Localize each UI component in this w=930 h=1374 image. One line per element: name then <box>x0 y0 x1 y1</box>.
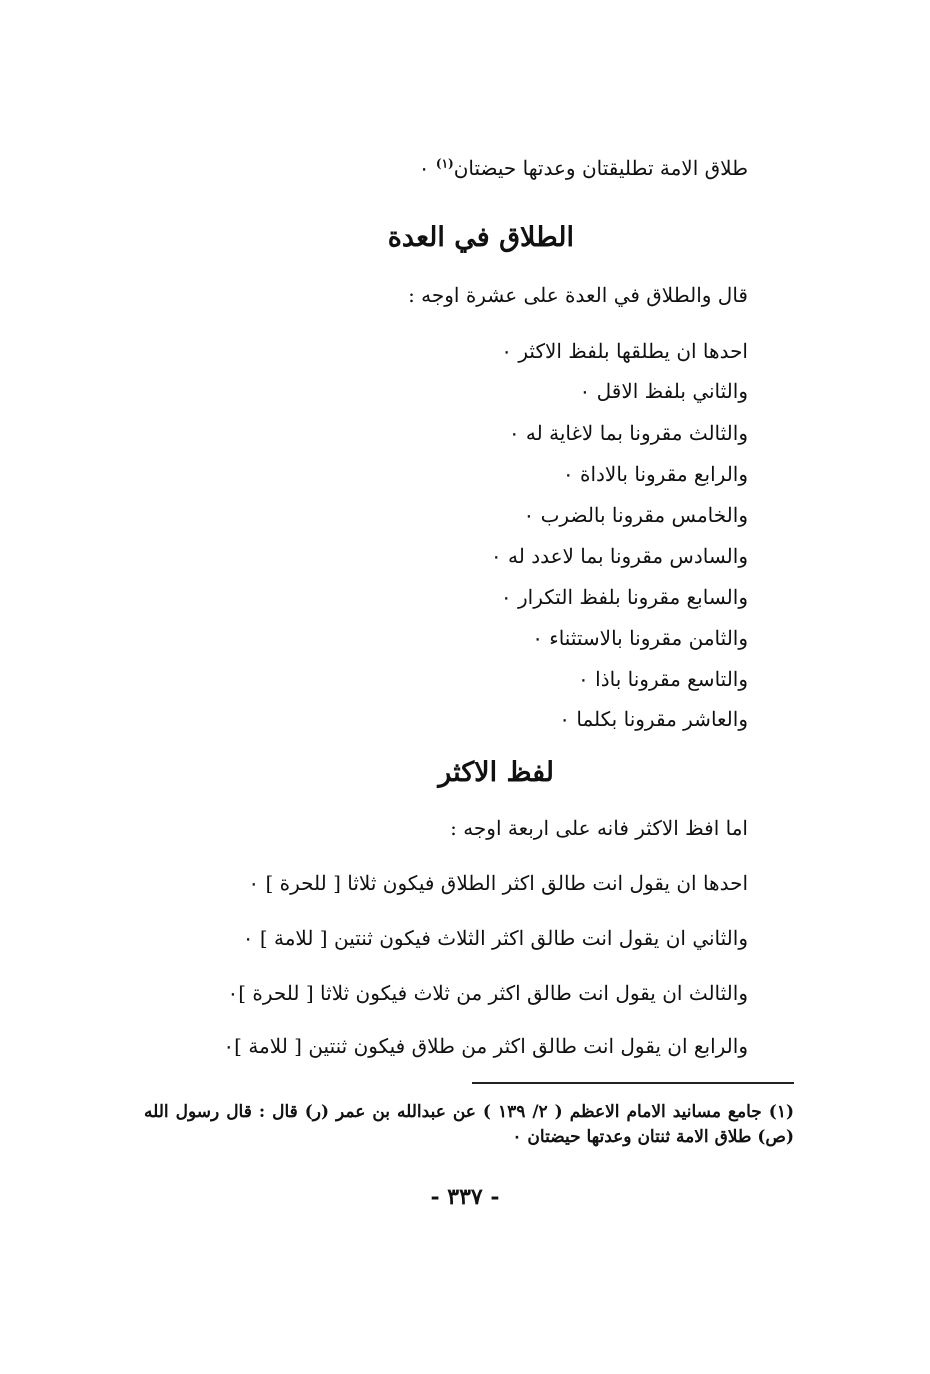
top-line-end: ٠ <box>418 156 436 180</box>
section2-item-2: والثاني ان يقول انت طالق اكثر الثلاث فيكون ثنتين [ للامة ] ٠ <box>242 926 748 950</box>
section1-item-9: والتاسع مقرونا باذا ٠ <box>578 667 748 691</box>
section1-item-5: والخامس مقرونا بالضرب ٠ <box>523 503 748 527</box>
footnote-divider <box>472 1082 794 1084</box>
section1-item-7: والسابع مقرونا بلفظ التكرار ٠ <box>500 585 748 609</box>
footnote: (١) جامع مسانيد الامام الاعظم ( ٢/ ١٣٩ ) عن عبدالله بن عمر (ر) قال : قال رسول الله (ص) طلاق الامة ثنتان وعدتها حيضتان ٠ <box>144 1102 794 1147</box>
page-number: - ٣٣٧ - <box>430 1184 500 1210</box>
section1-item-8: والثامن مقرونا بالاستثناء ٠ <box>532 626 748 650</box>
section-heading-lafz-al-akthar: لفظ الاكثر <box>438 757 554 788</box>
footnote-ref[interactable]: (١) <box>435 156 454 171</box>
section1-item-4: والرابع مقرونا بالاداة ٠ <box>562 462 748 486</box>
section2-intro: اما افظ الاكثر فانه على اربعة اوجه : <box>450 816 748 840</box>
section1-item-6: والسادس مقرونا بما لاعدد له ٠ <box>490 544 748 568</box>
top-line-text: طلاق الامة تطليقتان وعدتها حيضتان <box>453 156 748 180</box>
section1-item-1: احدها ان يطلقها بلفظ الاكثر ٠ <box>501 339 748 363</box>
top-line <box>419 155 748 181</box>
section2-item-3: والثالث ان يقول انت طالق اكثر من ثلاث فيكون ثلاثا [ للحرة ]٠ <box>227 981 748 1005</box>
section1-item-2: والثاني بلفظ الاقل ٠ <box>579 379 748 403</box>
section1-item-10: والعاشر مقرونا بكلما ٠ <box>559 707 748 731</box>
section1-item-3: والثالث مقرونا بما لاغاية له ٠ <box>508 421 748 445</box>
section2-item-1: احدها ان يقول انت طالق اكثر الطلاق فيكون ثلاثا [ للحرة ] ٠ <box>248 871 748 895</box>
section1-intro: قال والطلاق في العدة على عشرة اوجه : <box>408 283 748 307</box>
section-heading-talaq-fil-idda: الطلاق في العدة <box>387 222 574 253</box>
section2-item-4: والرابع ان يقول انت طالق اكثر من طلاق فيكون ثنتين [ للامة ]٠ <box>223 1034 748 1058</box>
